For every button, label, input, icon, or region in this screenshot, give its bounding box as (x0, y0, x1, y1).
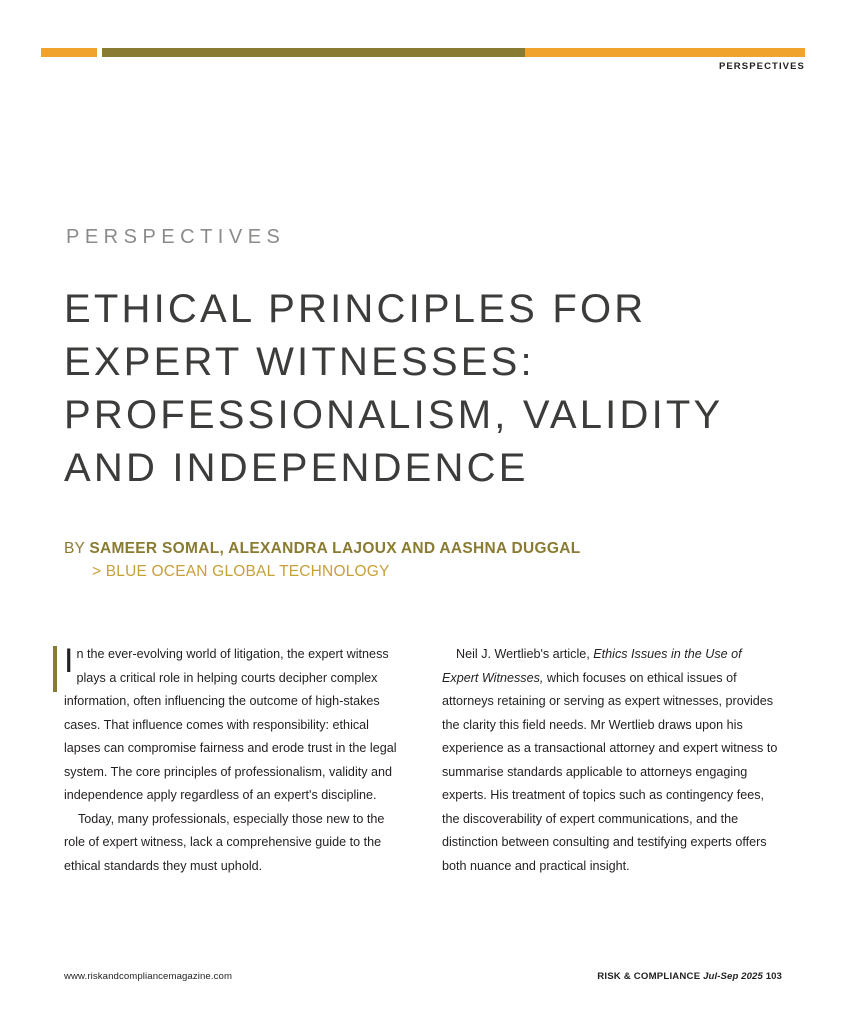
paragraph (442, 643, 780, 878)
dropcap-paragraph (64, 643, 402, 808)
page-title: ETHICAL PRINCIPLES FOR EXPERT WITNESSES: PROFESSIONALISM, VALIDITY AND INDEPENDENCE (64, 286, 723, 490)
footer-issue-date: Jul-Sep 2025 (703, 971, 763, 982)
footer-website[interactable]: www.riskandcompliancemagazine.com (64, 971, 233, 982)
byline (64, 540, 581, 558)
article-kicker: PERSPECTIVES (66, 226, 286, 248)
running-header-label: PERSPECTIVES (718, 61, 805, 72)
body-columns (64, 643, 780, 878)
header-rule (41, 48, 805, 57)
footer-issue-info (597, 971, 782, 982)
drop-cap: I (64, 642, 74, 680)
rule-segment-orange-right (525, 48, 805, 57)
paragraph: Today, many professionals, especially those new to the role of expert witness, lack a comprehensive guide to the ethical standards they must uphold. (64, 811, 385, 873)
paragraph-text-part-2: which focuses on ethical issues of attorneys retaining or serving as expert witnesses, provides the clarity this field needs. Mr Wertlieb draws upon his experience as a transactional attorney and expert witness to summarise standards applicable to attorneys engaging experts. His treatment of topics such as contingency fees, the discoverability of expert communications, and the distinction between consulting and testifying experts offers both nuance and practical insight. (442, 670, 778, 873)
byline-prefix: BY (64, 540, 85, 557)
byline-affiliation: > BLUE OCEAN GLOBAL TECHNOLOGY (92, 563, 390, 580)
body-column-right (442, 643, 780, 878)
dropcap-rule (53, 646, 57, 692)
footer-page-number: 103 (765, 971, 782, 982)
body-column-left (64, 643, 402, 878)
paragraph-text-part-1: Neil J. Wertlieb's article, (456, 647, 594, 661)
cited-article-title: Ethics Issues in the Use of Expert Witnesses, (442, 647, 742, 685)
paragraph (64, 643, 402, 808)
paragraph-text: n the ever-evolving world of litigation, the expert witness plays a critical role in helping courts decipher complex information, often influencing the outcome of high-stakes cases. That influence comes with responsibility: ethical lapses can compromise fairness and erode trust in the legal system. The core principles of professionalism, validity and independence apply regardless of an expert's discipline. (64, 647, 397, 802)
byline-authors: SAMEER SOMAL, ALEXANDRA LAJOUX AND AASHNA DUGGAL (89, 540, 581, 557)
rule-segment-olive (102, 48, 525, 57)
footer-magazine-name: RISK & COMPLIANCE (597, 971, 701, 982)
rule-segment-orange-left (41, 48, 97, 57)
